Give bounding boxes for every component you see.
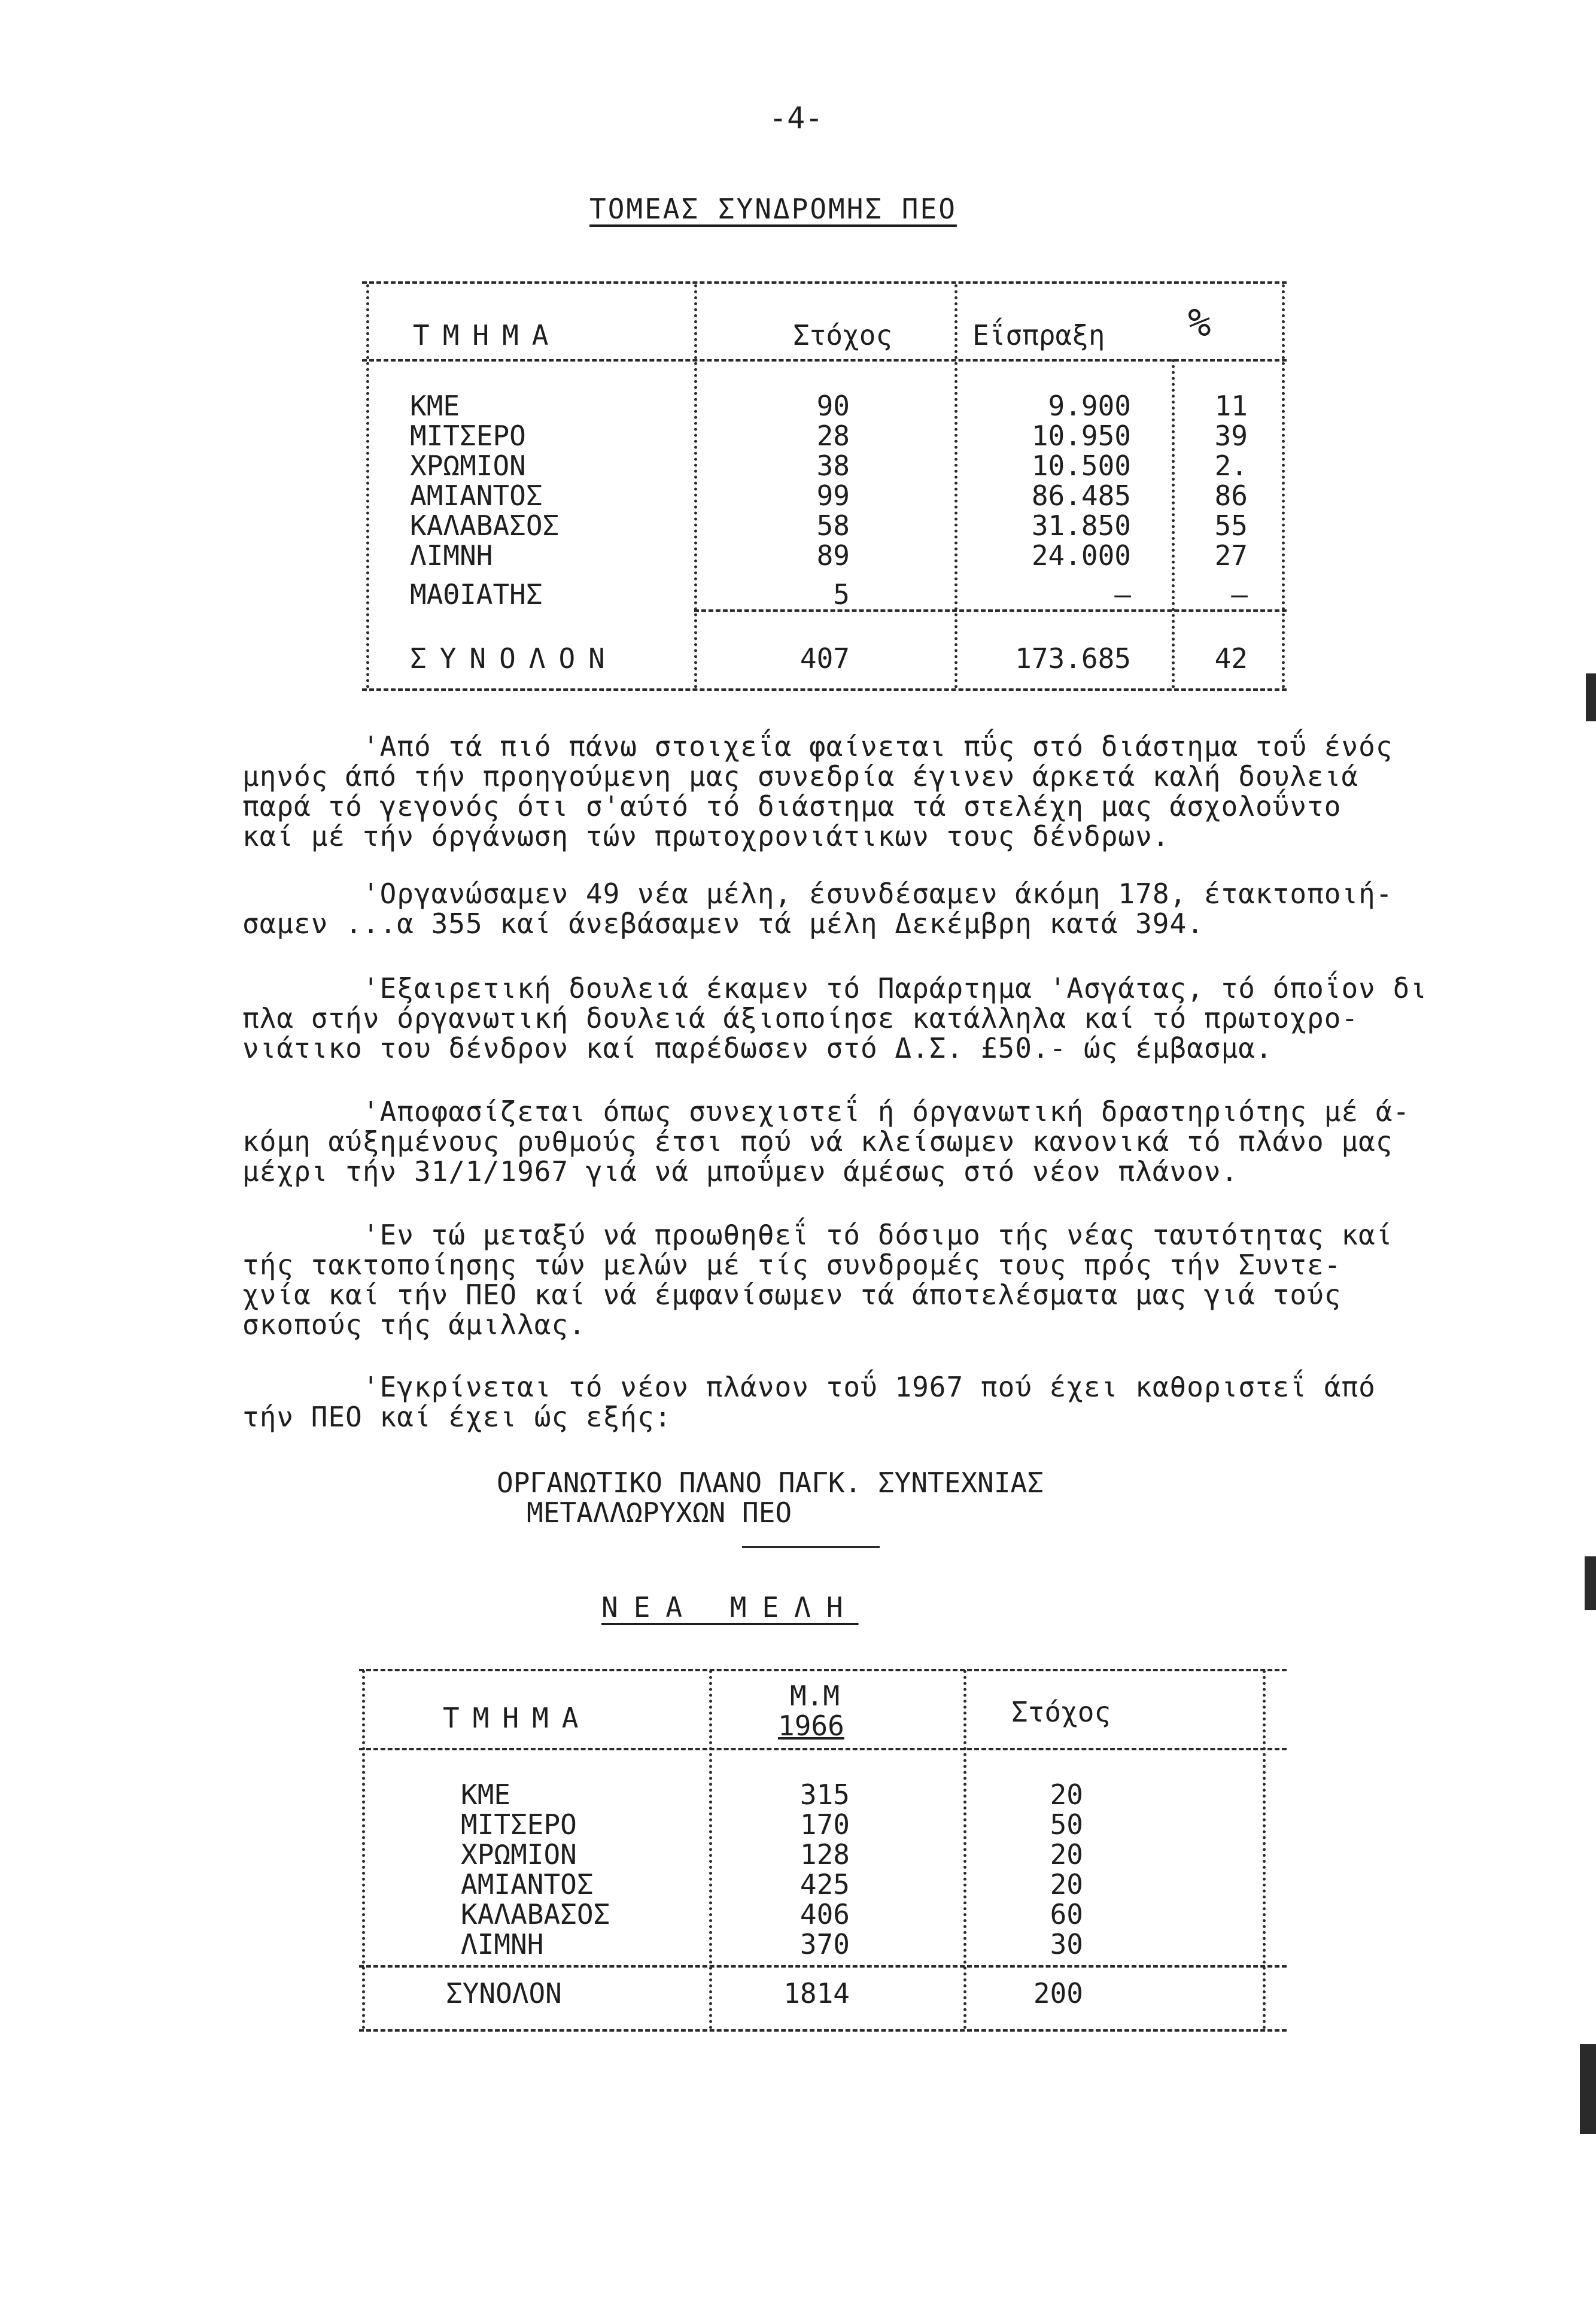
table1-bottom-border xyxy=(362,688,1287,691)
scan-edge-mark xyxy=(1580,2044,1596,2134)
row-target: 28 xyxy=(816,420,850,452)
table1-header-section: ΤΜΗΜΑ xyxy=(413,319,562,351)
plan-title-rule xyxy=(742,1546,880,1548)
row-name: ΚΑΛΑΒΑΣΟΣ xyxy=(461,1898,610,1930)
row-percent: — xyxy=(1231,578,1248,611)
table1-subtotal-border xyxy=(694,609,1287,612)
table1-right-border xyxy=(1282,284,1285,688)
row-mm1966: 406 xyxy=(799,1898,850,1930)
row-name: ΜΑΘΙΑΤΗΣ xyxy=(410,578,543,611)
paragraph-4: 'Αποφασίζεται όπως συνεχιστεΐ ή όργανωτική δραστηριότης μέ ά- κόμη αύξημένους ρυθμούς έτσι πού νά κλείσωμεν κανονικά τό πλάνο μας μέχρι τήν 31/1/1967 γιά νά μποΰμεν άμέσως στό νέον πλάνον. xyxy=(242,1095,1410,1188)
row-collected: 86.485 xyxy=(1031,479,1131,512)
row-target: 20 xyxy=(1050,1778,1083,1811)
row-percent: 27 xyxy=(1214,539,1248,572)
row-name: ΚΜΕ xyxy=(461,1778,511,1811)
row-collected: 24.000 xyxy=(1031,539,1131,572)
row-collected: 10.950 xyxy=(1031,420,1131,452)
row-name: ΛΙΜΝΗ xyxy=(461,1928,544,1960)
table2-col-divider-2 xyxy=(963,1670,966,2029)
table2-header-border xyxy=(359,1748,1287,1750)
row-collected: 9.900 xyxy=(1048,390,1131,422)
table1-title: ΤΟΜΕΑΣ ΣΥΝΔΡΟΜΗΣ ΠΕΟ xyxy=(589,193,957,225)
row-mm1966: 370 xyxy=(799,1928,850,1960)
table2-bottom-border xyxy=(359,2029,1287,2032)
total-percent: 42 xyxy=(1214,642,1248,675)
page-number: -4- xyxy=(769,101,823,135)
row-target: 99 xyxy=(816,479,850,512)
table2-header-year: 1966 xyxy=(778,1710,844,1742)
row-name: ΧΡΩΜΙΟΝ xyxy=(461,1838,577,1871)
table2-header-section: ΤΜΗΜΑ xyxy=(443,1702,592,1734)
table2-col-divider-1 xyxy=(709,1670,712,2029)
table2-right-border xyxy=(1263,1670,1266,2029)
paragraph-6: 'Εγκρίνεται τό νέον πλάνον τοΰ 1967 πού έχει καθοριστεΐ άπό τήν ΠΕΟ καί έχει ώς εξής: xyxy=(242,1371,1376,1433)
row-target: 50 xyxy=(1050,1808,1083,1841)
row-percent: 2. xyxy=(1214,450,1248,482)
total-target: 407 xyxy=(799,642,850,675)
row-percent: 11 xyxy=(1214,390,1248,422)
plan-title-line-2: ΜΕΤΑΛΛΩΡΥΧΩΝ ΠΕΟ xyxy=(527,1496,792,1529)
table2-header-target: Στόχος xyxy=(1011,1696,1111,1728)
total-mm1966: 1814 xyxy=(783,1977,850,2009)
row-name: ΛΙΜΝΗ xyxy=(410,539,493,572)
row-target: 89 xyxy=(816,539,850,572)
table2-top-border xyxy=(359,1669,1287,1671)
paragraph-2: 'Οργανώσαμεν 49 νέα μέλη, έσυνδέσαμεν άκόμη 178, έτακτοποιή- σαμεν ...α 355 καί άνεβάσαμεν τά μέλη Δεκέμβρη κατά 394. xyxy=(242,878,1393,940)
paragraph-3: 'Εξαιρετική δουλειά έκαμεν τό Παράρτημα 'Ασγάτας, τό όποΐον δι πλα στήν όργανωτική δουλειά άξιοποίησε κατάλληλα καί τό πρωτοχρο- νιάτικο του δένδρον καί παρέδωσεν στό Δ.Σ. £50.- ώς έμβασμα. xyxy=(242,972,1427,1064)
row-target: 30 xyxy=(1050,1928,1083,1960)
plan-title-line-1: ΟΡΓΑΝΩΤΙΚΟ ΠΛΑΝΟ ΠΑΓΚ. ΣΥΝΤΕΧΝΙΑΣ xyxy=(497,1467,1044,1499)
table1-col-divider-1 xyxy=(694,284,697,688)
row-mm1966: 128 xyxy=(799,1838,850,1871)
row-name: ΚΜΕ xyxy=(410,390,460,422)
total-target: 200 xyxy=(1033,1977,1083,2009)
row-mm1966: 425 xyxy=(799,1868,850,1901)
row-collected: 10.500 xyxy=(1031,450,1131,482)
table2-title: ΝΕΑ ΜΕΛΗ xyxy=(601,1591,859,1623)
total-collected: 173.685 xyxy=(1015,642,1131,675)
row-name: ΑΜΙΑΝΤΟΣ xyxy=(461,1868,594,1901)
row-name: ΑΜΙΑΝΤΟΣ xyxy=(410,479,543,512)
row-target: 58 xyxy=(816,509,850,542)
row-collected: — xyxy=(1114,578,1131,611)
row-name: ΧΡΩΜΙΟΝ xyxy=(410,450,526,482)
table1-header-percent: % xyxy=(1188,301,1211,345)
table1-col-divider-2 xyxy=(954,284,957,688)
total-label: ΣΥΝΟΛΟΝ xyxy=(446,1977,562,2009)
row-target: 90 xyxy=(816,390,850,422)
table1-left-border xyxy=(366,284,369,688)
paragraph-1: 'Από τά πιό πάνω στοιχεΐα φαίνεται πΰς στό διάστημα τοΰ ένός μηνός άπό τήν προηγούμενη μας συνεδρία έγινεν άρκετά καλή δουλειά παρά τό γεγονός ότι σ'αύτό τό διάστημα τά στελέχη μας άσχολοΰντο καί μέ τήν όργάνωση τών πρωτοχρονιάτικων τους δένδρων. xyxy=(242,730,1393,852)
row-target: 5 xyxy=(833,578,850,611)
scan-edge-mark xyxy=(1585,1556,1596,1610)
row-mm1966: 170 xyxy=(799,1808,850,1841)
scan-edge-mark xyxy=(1586,673,1596,721)
table1-header-target: Στόχος xyxy=(793,319,893,351)
paragraph-5: 'Εν τώ μεταξύ νά προωθηθεΐ τό δόσιμο τής νέας ταυτότητας καί τής τακτοποίησης τών μελών μέ τίς συνδρομές τους πρός τήν Συντε- χνία καί τήν ΠΕΟ καί νά έμφανίσωμεν τά άποτελέσματα μας γιά τούς σκοπούς τής άμιλλας. xyxy=(242,1219,1393,1341)
row-target: 20 xyxy=(1050,1838,1083,1871)
table2-left-border xyxy=(362,1670,365,2029)
table1-header-collected: Εΐσπραξη xyxy=(972,319,1105,351)
row-percent: 55 xyxy=(1214,509,1248,542)
row-target: 60 xyxy=(1050,1898,1083,1930)
table1-col-divider-3 xyxy=(1172,359,1175,688)
table1-top-border xyxy=(362,281,1287,284)
row-name: ΜΙΤΣΕΡΟ xyxy=(461,1808,577,1841)
table1-header-border xyxy=(362,359,1287,362)
table2-subtotal-border xyxy=(359,1965,1287,1968)
row-name: ΜΙΤΣΕΡΟ xyxy=(410,420,526,452)
total-label: ΣΥΝΟΛΟΝ xyxy=(410,642,618,675)
row-name: ΚΑΛΑΒΑΣΟΣ xyxy=(410,509,560,542)
row-mm1966: 315 xyxy=(799,1778,850,1811)
row-percent: 39 xyxy=(1214,420,1248,452)
table2-header-mm: Μ.Μ xyxy=(790,1680,840,1712)
row-percent: 86 xyxy=(1214,479,1248,512)
row-collected: 31.850 xyxy=(1031,509,1131,542)
row-target: 20 xyxy=(1050,1868,1083,1901)
row-target: 38 xyxy=(816,450,850,482)
